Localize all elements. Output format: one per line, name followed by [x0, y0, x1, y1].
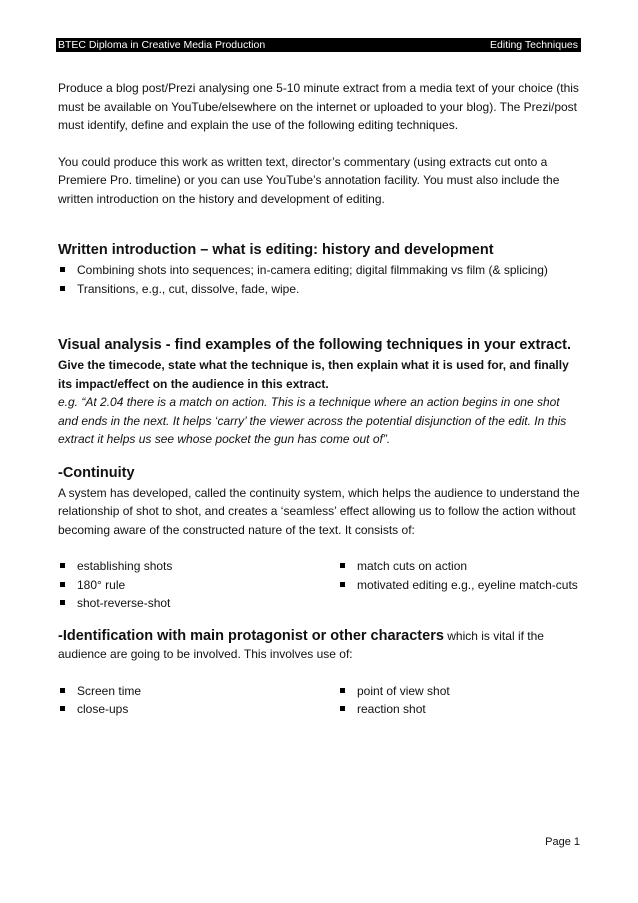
continuity-list-right	[338, 557, 582, 613]
list-item: reaction shot	[338, 700, 582, 719]
header-course-title: BTEC Diploma in Creative Media Production	[58, 39, 266, 51]
identification-paragraph	[58, 627, 582, 664]
continuity-list-left	[58, 557, 338, 613]
continuity-lists	[58, 557, 582, 613]
list-item: establishing shots	[58, 557, 338, 576]
bullet-icon	[60, 688, 65, 693]
list-item: shot-reverse-shot	[58, 594, 338, 613]
identification-list-left	[58, 682, 338, 719]
header-unit-title: Editing Techniques	[490, 39, 578, 51]
bullet-icon	[340, 688, 345, 693]
visual-analysis-heading: Visual analysis - find examples of the following techniques in your extract.	[58, 337, 571, 353]
list-item: point of view shot	[338, 682, 582, 701]
visual-analysis-example: e.g. “At 2.04 there is a match on action. This is a technique where an action begins in one shot and ends in the next. It helps ‘carry’ the viewer across the potential disjunction of the edit. In this extract it helps us see whose pocket the gun has come out of”.	[58, 395, 567, 446]
identification-body: which is vital if the audience are going to be involved. This involves use of:	[58, 628, 544, 661]
bullet-icon	[60, 267, 65, 272]
page-number: Page 1	[545, 836, 580, 848]
intro-paragraph-1: Produce a blog post/Prezi analysing one 5-10 minute extract from a media text of your choice (this must be available on YouTube/elsewhere on the internet or uploaded to your blog). The Prezi/post must identify, define and explain the use of the following editing techniques.	[58, 81, 579, 132]
written-intro-heading: Written introduction – what is editing: history and development	[58, 242, 494, 258]
written-intro-list	[58, 261, 582, 298]
list-item: match cuts on action	[338, 557, 582, 576]
bullet-icon	[60, 706, 65, 711]
visual-analysis-instructions: Give the timecode, state what the technique is, then explain what it is used for, and finally its impact/effect on the audience in this extract.	[58, 358, 569, 391]
bullet-icon	[60, 582, 65, 587]
bullet-icon	[340, 582, 345, 587]
continuity-heading: -Continuity	[58, 464, 135, 481]
list-item: Combining shots into sequences; in-camera editing; digital filmmaking vs film (& splicing)	[58, 261, 582, 280]
identification-heading: -Identification with main protagonist or other characters	[58, 627, 444, 644]
page-header	[56, 38, 581, 52]
bullet-icon	[60, 286, 65, 291]
bullet-icon	[60, 600, 65, 605]
list-item: close-ups	[58, 700, 338, 719]
identification-lists	[58, 682, 582, 719]
document-body	[58, 79, 582, 719]
identification-list-right	[338, 682, 582, 719]
bullet-icon	[340, 706, 345, 711]
intro-paragraph-2: You could produce this work as written text, director’s commentary (using extracts cut onto a Premiere Pro. timeline) or you can use YouTube’s annotation facility. You must also include the written introduction on the history and development of editing.	[58, 154, 560, 206]
bullet-icon	[340, 563, 345, 568]
list-item: Transitions, e.g., cut, dissolve, fade, wipe.	[58, 280, 582, 299]
continuity-body: A system has developed, called the continuity system, which helps the audience to understand the relationship of shot to shot, and creates a ‘seamless’ effect allowing us to follow the action without becoming aware of the constructed nature of the text. It consists of:	[58, 485, 580, 537]
list-item: Screen time	[58, 682, 338, 701]
list-item: motivated editing e.g., eyeline match-cuts	[338, 576, 582, 595]
bullet-icon	[60, 563, 65, 568]
list-item: 180° rule	[58, 576, 338, 595]
